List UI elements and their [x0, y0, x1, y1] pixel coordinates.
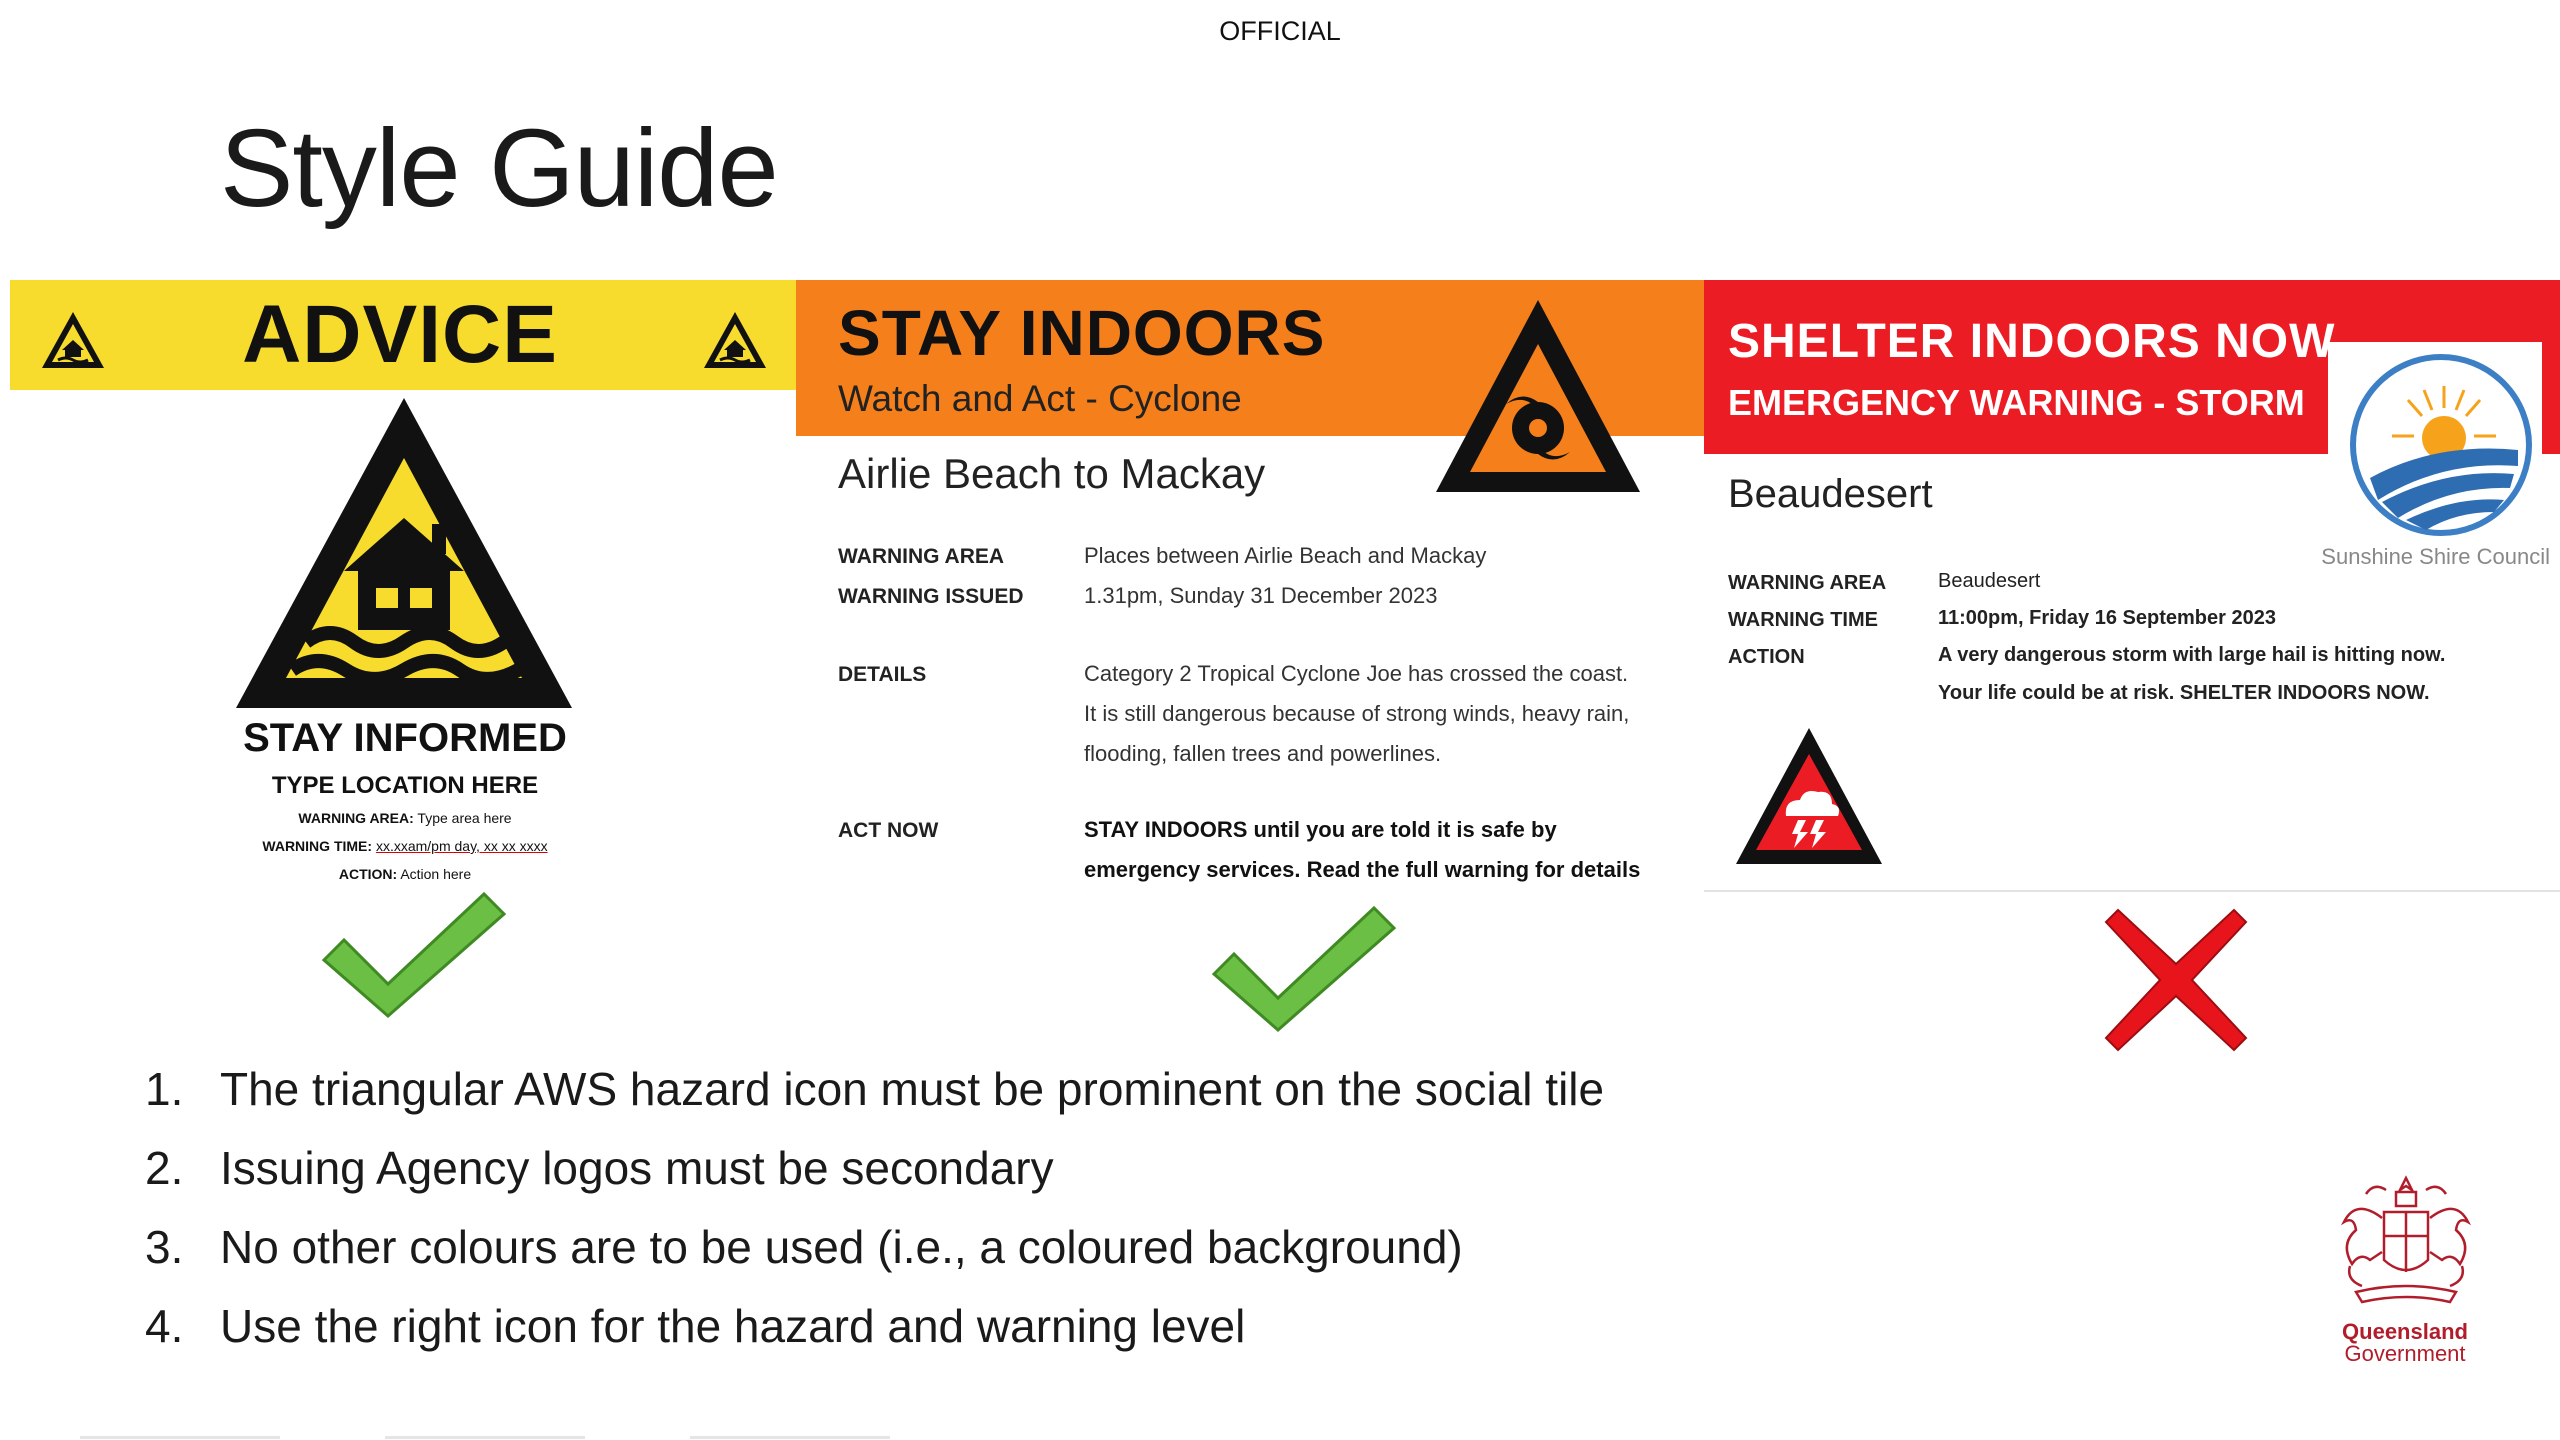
action-line: A very dangerous storm with large hail is hitting now. — [1938, 644, 2446, 666]
agency-logo — [2346, 350, 2536, 540]
field-label: WARNING AREA: — [298, 810, 414, 826]
list-text: Issuing Agency logos must be secondary — [220, 1142, 1054, 1194]
field-label: ACTION — [1728, 646, 1805, 668]
list-item — [145, 1299, 1604, 1378]
field-value: Type area here — [417, 810, 512, 826]
advice-action — [160, 866, 650, 882]
field-value: Beaudesert — [1938, 570, 2041, 592]
queensland-logo-line1: Queensland — [2342, 1319, 2468, 1344]
list-number: 3. — [145, 1221, 184, 1273]
flood-hazard-icon — [234, 396, 574, 712]
action-line: Your life could be at risk. SHELTER INDOORS NOW. — [1938, 682, 2430, 704]
storm-hazard-icon — [1732, 724, 1886, 868]
field-label: WARNING AREA — [1728, 572, 1887, 594]
field-value: 11:00pm, Friday 16 September 2023 — [1938, 607, 2276, 629]
small-hazard-icon — [38, 308, 108, 372]
field-value: Action here — [400, 866, 472, 882]
cyclone-hazard-icon — [1432, 296, 1644, 496]
advice-banner-title: ADVICE — [242, 289, 558, 380]
field-label: WARNING AREA — [838, 545, 1005, 568]
field-value: xx.xxam/pm day, xx xx xxxx — [375, 838, 548, 854]
small-hazard-icon — [700, 308, 770, 372]
advice-location: TYPE LOCATION HERE — [271, 772, 539, 799]
advice-heading: STAY INFORMED — [243, 716, 567, 760]
stay-indoors-title: STAY INDOORS — [838, 297, 1326, 369]
list-number: 4. — [145, 1300, 184, 1352]
footer-divider — [690, 1436, 890, 1439]
field-label: WARNING TIME: — [262, 838, 373, 854]
action-text — [1938, 636, 2445, 712]
shelter-location: Beaudesert — [1728, 472, 1933, 516]
field-label: ACTION: — [338, 866, 398, 882]
page-title: Style Guide — [220, 107, 778, 230]
stay-indoors-location: Airlie Beach to Mackay — [838, 450, 1266, 497]
field-value: Places between Airlie Beach and Mackay — [1084, 543, 1487, 568]
tile-bottom-border — [1704, 890, 2560, 892]
list-text: No other colours are to be used (i.e., a coloured background) — [220, 1221, 1463, 1273]
field-value: 1.31pm, Sunday 31 December 2023 — [1084, 583, 1438, 608]
list-item — [145, 1141, 1604, 1220]
details-line: Category 2 Tropical Cyclone Joe has crossed the coast. — [1084, 661, 1629, 686]
list-number: 2. — [145, 1142, 184, 1194]
checkmark-icon — [1208, 902, 1400, 1036]
act-now-line: STAY INDOORS until you are told it is safe by — [1084, 817, 1557, 842]
advice-warning-time — [160, 838, 650, 854]
field-label: WARNING TIME — [1728, 609, 1878, 631]
details-text — [1084, 654, 1629, 774]
queensland-crest-icon — [2326, 1168, 2486, 1318]
details-line: It is still dangerous because of strong winds, heavy rain, — [1084, 701, 1630, 726]
footer-divider — [385, 1436, 585, 1439]
checkmark-icon — [318, 888, 510, 1022]
classification-label: OFFICIAL — [1219, 16, 1341, 46]
list-number: 1. — [145, 1063, 184, 1115]
agency-logo-caption: Sunshine Shire Council — [2321, 544, 2550, 569]
shelter-subtitle: EMERGENCY WARNING - STORM — [1728, 382, 2305, 423]
list-text: The triangular AWS hazard icon must be prominent on the social tile — [220, 1063, 1605, 1115]
list-item — [145, 1220, 1604, 1299]
field-label: DETAILS — [838, 663, 927, 686]
details-line: flooding, fallen trees and powerlines. — [1084, 741, 1442, 766]
list-item — [145, 1062, 1604, 1141]
advice-warning-area — [160, 810, 650, 826]
queensland-logo-line2: Government — [2344, 1341, 2466, 1366]
field-label: WARNING ISSUED — [838, 585, 1024, 608]
act-now-text — [1084, 810, 1640, 890]
act-now-line: emergency services. Read the full warning for details — [1084, 857, 1641, 882]
list-text: Use the right icon for the hazard and warning level — [220, 1300, 1246, 1352]
stay-indoors-subtitle: Watch and Act - Cyclone — [838, 378, 1242, 419]
shelter-title: SHELTER INDOORS NOW — [1728, 315, 2336, 368]
rules-list — [145, 1062, 1604, 1378]
footer-divider — [80, 1436, 280, 1439]
field-label: ACT NOW — [838, 819, 939, 842]
cross-icon — [2104, 908, 2248, 1052]
